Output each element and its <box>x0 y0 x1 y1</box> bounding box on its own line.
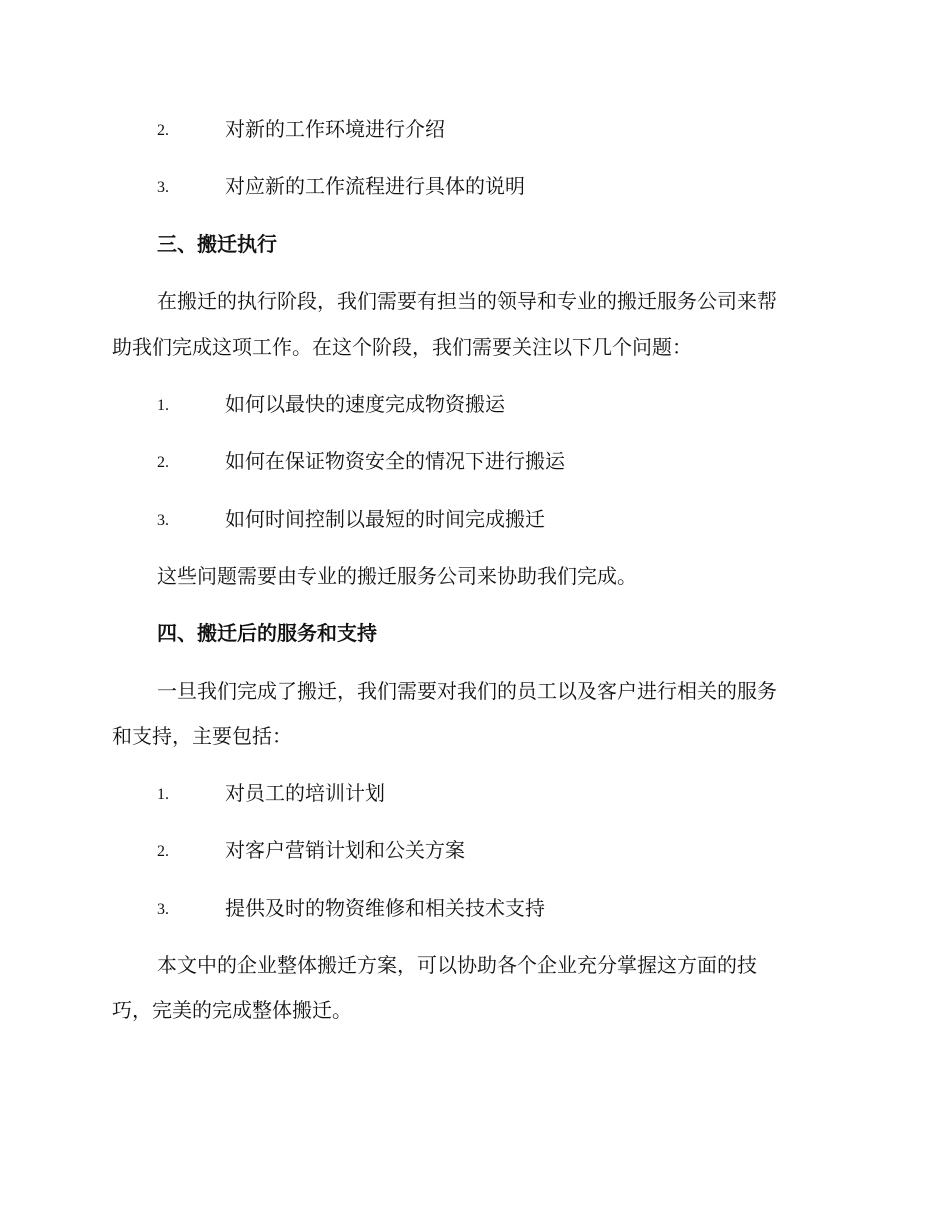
paragraph-line: 本文中的企业整体搬迁方案，可以协助各个企业充分掌握这方面的技 <box>157 953 757 977</box>
list-number: 1. <box>157 397 169 414</box>
paragraph-line: 这些问题需要由专业的搬迁服务公司来协助我们完成。 <box>157 564 637 588</box>
list-number: 3. <box>157 512 169 529</box>
paragraph-line: 助我们完成这项工作。在这个阶段，我们需要关注以下几个问题： <box>112 335 692 359</box>
section-heading-execution: 三、搬迁执行 <box>157 232 277 256</box>
list-number: 2. <box>157 122 169 139</box>
section-heading-after-service: 四、搬迁后的服务和支持 <box>157 621 377 645</box>
list-number: 2. <box>157 843 169 860</box>
list-text: 对新的工作环境进行介绍 <box>225 117 445 141</box>
paragraph-line: 一旦我们完成了搬迁，我们需要对我们的员工以及客户进行相关的服务 <box>157 679 777 703</box>
list-text: 如何时间控制以最短的时间完成搬迁 <box>225 507 545 531</box>
list-number: 1. <box>157 786 169 803</box>
list-number: 3. <box>157 901 169 918</box>
list-text: 如何在保证物资安全的情况下进行搬运 <box>225 449 565 473</box>
list-number: 2. <box>157 454 169 471</box>
list-text: 对员工的培训计划 <box>225 781 385 805</box>
list-text: 如何以最快的速度完成物资搬运 <box>225 392 505 416</box>
list-text: 对应新的工作流程进行具体的说明 <box>225 174 525 198</box>
list-text: 提供及时的物资维修和相关技术支持 <box>225 896 545 920</box>
list-number: 3. <box>157 179 169 196</box>
paragraph-line: 在搬迁的执行阶段，我们需要有担当的领导和专业的搬迁服务公司来帮 <box>157 289 777 313</box>
paragraph-line: 和支持，主要包括： <box>112 724 292 748</box>
list-text: 对客户营销计划和公关方案 <box>225 838 465 862</box>
paragraph-line: 巧，完美的完成整体搬迁。 <box>112 998 352 1022</box>
